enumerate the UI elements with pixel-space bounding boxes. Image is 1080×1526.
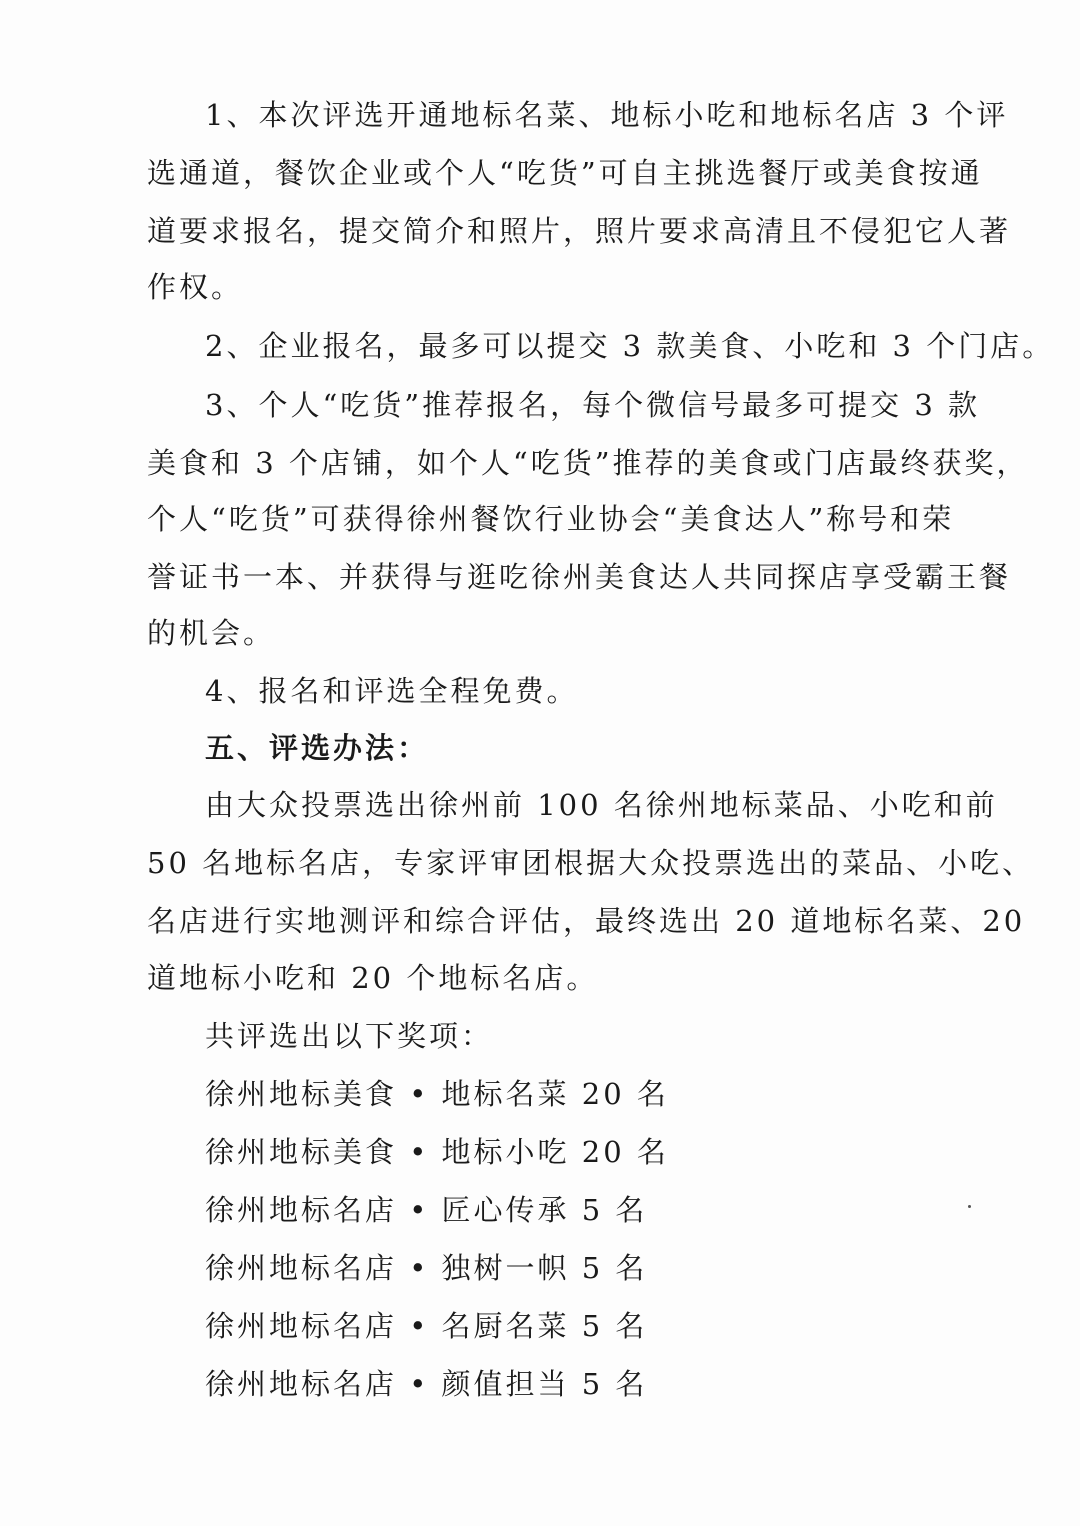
item-3-line-4: 誉证书一本、并获得与逛吃徐州美食达人共同探店享受霸王餐 bbox=[147, 560, 1012, 594]
method-line-3: 名店进行实地测评和综合评估，最终选出 20 道地标名菜、20 bbox=[147, 904, 1026, 938]
scan-speck bbox=[968, 1205, 971, 1208]
award-item: 徐州地标名店 • 匠心传承 5 名 bbox=[205, 1193, 648, 1227]
award-item: 徐州地标名店 • 名厨名菜 5 名 bbox=[205, 1309, 648, 1343]
award-item: 徐州地标美食 • 地标小吃 20 名 bbox=[205, 1135, 669, 1169]
item-4-line-1: 4、报名和评选全程免费。 bbox=[205, 674, 579, 708]
item-3-line-3: 个人“吃货”可获得徐州餐饮行业协会“美食达人”称号和荣 bbox=[147, 502, 955, 536]
item-2-line-1: 2、企业报名，最多可以提交 3 款美食、小吃和 3 个门店。 bbox=[205, 329, 1055, 363]
item-3-line-5: 的机会。 bbox=[147, 616, 276, 650]
item-1-line-1: 1、本次评选开通地标名菜、地标小吃和地标名店 3 个评 bbox=[205, 98, 1009, 132]
item-3-line-1: 3、个人“吃货”推荐报名，每个微信号最多可提交 3 款 bbox=[205, 388, 980, 422]
awards-intro: 共评选出以下奖项： bbox=[205, 1019, 494, 1053]
award-item: 徐州地标名店 • 独树一帜 5 名 bbox=[205, 1251, 648, 1285]
method-line-1: 由大众投票选出徐州前 100 名徐州地标菜品、小吃和前 bbox=[205, 788, 998, 822]
item-1-line-2: 选通道，餐饮企业或个人“吃货”可自主挑选餐厅或美食按通 bbox=[147, 156, 983, 190]
award-item: 徐州地标美食 • 地标名菜 20 名 bbox=[205, 1077, 669, 1111]
award-item: 徐州地标名店 • 颜值担当 5 名 bbox=[205, 1367, 648, 1401]
item-3-line-2: 美食和 3 个店铺，如个人“吃货”推荐的美食或门店最终获奖， bbox=[147, 446, 1029, 480]
item-1-line-4: 作权。 bbox=[147, 270, 244, 304]
item-1-line-3: 道要求报名，提交简介和照片，照片要求高清且不侵犯它人著 bbox=[147, 214, 1012, 248]
section-heading: 五、评选办法： bbox=[205, 731, 430, 765]
method-line-2: 50 名地标名店，专家评审团根据大众投票选出的菜品、小吃、 bbox=[147, 846, 1035, 880]
method-line-4: 道地标小吃和 20 个地标名店。 bbox=[147, 961, 599, 995]
